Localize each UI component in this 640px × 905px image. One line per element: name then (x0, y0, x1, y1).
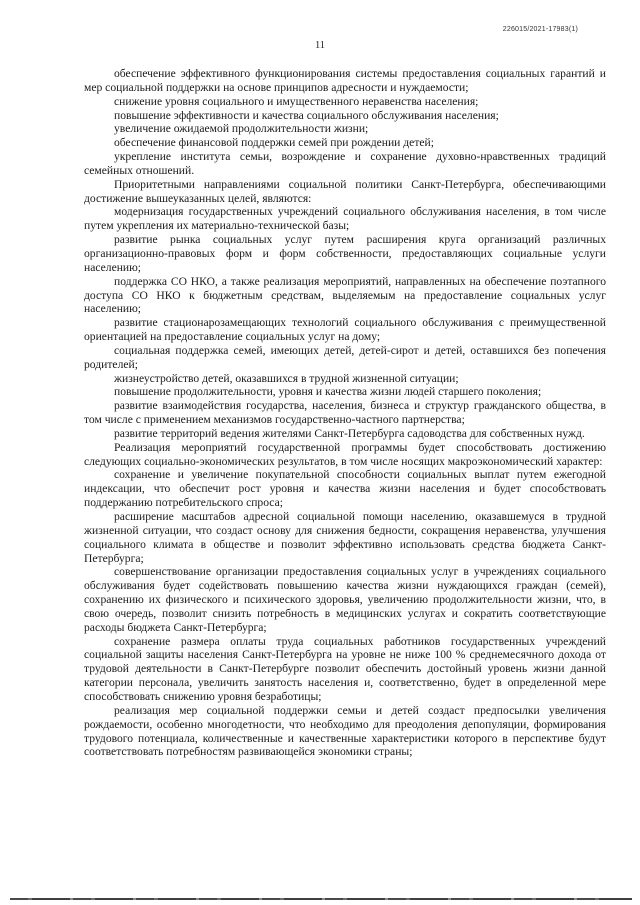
paragraph: Приоритетными направлениями социальной политики Санкт-Петербурга, обеспечивающими достижение вышеуказанных целей, являются: (84, 177, 606, 205)
paragraph: совершенствование организации предоставления социальных услуг в учреждениях социального обслуживания будет содействовать повышению качества жизни нуждающихся граждан (семей), сохранению их физического и психического здоровья, увеличению продолжительности жизни, что, в свою очередь, позволит снизить потребность в медицинских услугах и сократить соответствующие расходы бюджета Санкт-Петербурга; (84, 565, 606, 634)
paragraph: развитие стационарозамещающих технологий социального обслуживания с преимущественной ориентацией на предоставление социальных услуг на дому; (84, 316, 606, 344)
scan-edge (0, 897, 640, 901)
paragraph: расширение масштабов адресной социальной помощи населению, оказавшемуся в трудной жизненной ситуации, что создаст основу для снижения бедности, сокращения неравенства, улучшения социального климата в обществе и позволит эффективно использовать средства бюджета Санкт-Петербурга; (84, 510, 606, 565)
paragraph: развитие территорий ведения жителями Санкт-Петербурга садоводства для собственных нужд. (114, 426, 585, 440)
paragraph: Реализация мероприятий государственной программы будет способствовать достижению следующих социально-экономических результатов, в том числе носящих макроэкономический характер: (84, 440, 606, 468)
paragraph: сохранение размера оплаты труда социальных работников государственных учреждений социальной защиты населения Санкт-Петербурга на уровне не ниже 100 % среднемесячного дохода от трудовой деятельности в Санкт-Петербурге позволит обеспечить достойный уровень жизни данной категории персонала, увеличить занятость населения и, соответственно, будет в определенной мере способствовать снижению уровня безработицы; (84, 634, 606, 703)
paragraph: модернизация государственных учреждений социального обслуживания населения, в том числе путем укрепления их материально-технической базы; (84, 205, 606, 233)
paragraph: укрепление института семьи, возрождение и сохранение духовно-нравственных традиций семейных отношений. (84, 150, 606, 177)
paragraph: повышение эффективности и качества социального обслуживания населения; (114, 108, 499, 122)
paragraph: поддержка СО НКО, а также реализация мероприятий, направленных на обеспечение поэтапного доступа СО НКО к бюджетным средствам, выделяемым на предоставление социальных услуг населению; (84, 274, 606, 316)
paragraph: сохранение и увеличение покупательной способности социальных выплат путем ежегодной индексации, что обеспечит рост уровня и качества жизни населения и будет способствовать поддержанию потребительского спроса; (84, 468, 606, 510)
paragraph: реализация мер социальной поддержки семьи и детей создаст предпосылки увеличения рождаемости, особенно многодетности, что необходимо для преодоления депопуляции, формирования трудового потенциала, количественные и качественные характеристики которого в перспективе будут соответствовать потребностям развивающейся экономики страны; (84, 703, 606, 759)
document-body (84, 67, 606, 759)
paragraph: развитие взаимодействия государства, населения, бизнеса и структур гражданского общества, в том числе с применением механизмов государственно-частного партнерства; (84, 399, 606, 427)
paragraph: развитие рынка социальных услуг путем расширения круга организаций различных организационно-правовых форм и форм собственности, предоставляющих социальные услуги населению; (84, 233, 606, 274)
scan-edge-line (10, 898, 632, 900)
paragraph: обеспечение финансовой поддержки семей при рождении детей; (114, 136, 434, 150)
paragraph: обеспечение эффективного функционирования системы предоставления социальных гарантий и мер социальной поддержки на основе принципов адресности и нуждаемости; (84, 67, 606, 94)
paragraph: жизнеустройство детей, оказавшихся в трудной жизненной ситуации; (114, 371, 459, 385)
paragraph: повышение продолжительности, уровня и качества жизни людей старшего поколения; (114, 385, 542, 399)
paragraph: увеличение ожидаемой продолжительности жизни; (114, 122, 369, 136)
paragraph: снижение уровня социального и имущественного неравенства населения; (114, 94, 479, 108)
document-id: 226015/2021-17983(1) (502, 26, 578, 33)
paragraph: социальная поддержка семей, имеющих детей, детей-сирот и детей, оставшихся без попечения родителей; (84, 343, 606, 371)
page-number: 11 (314, 40, 326, 51)
